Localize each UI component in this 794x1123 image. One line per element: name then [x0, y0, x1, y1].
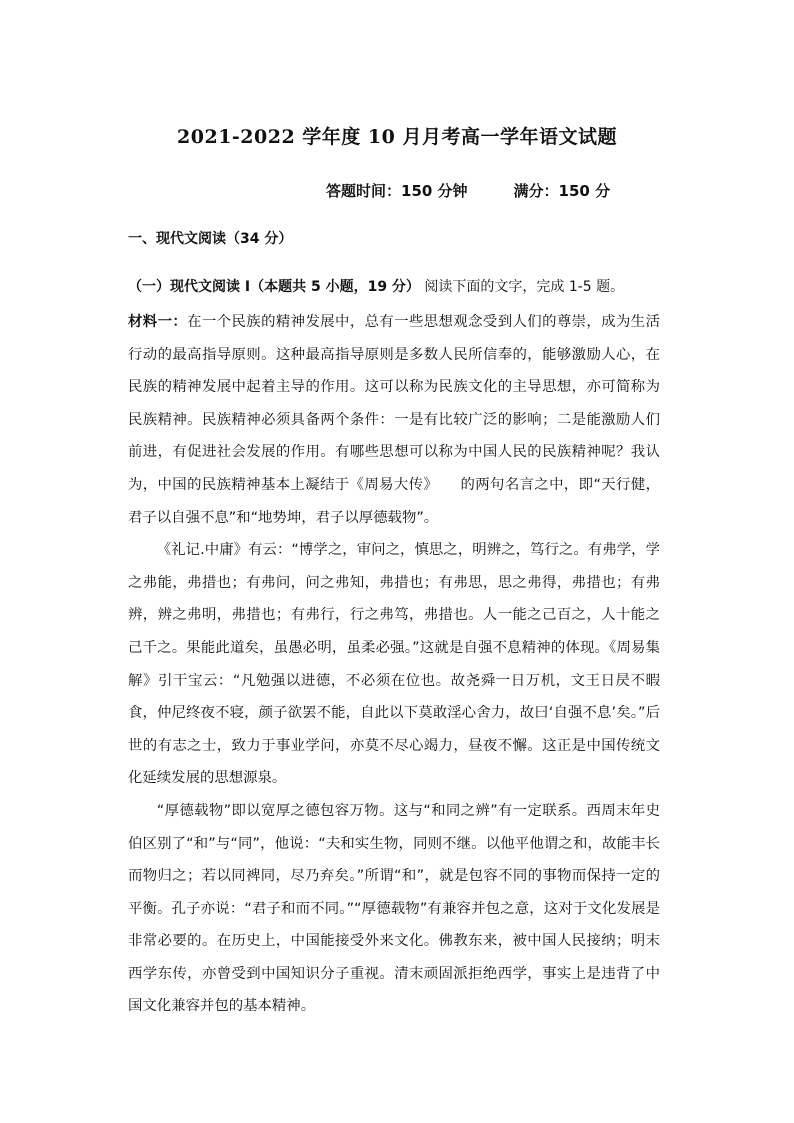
paragraph-2: 《礼记.中庸》有云：“博学之，审问之，慎思之，明辨之，笃行之。有弗学，学之弗能，弗措也；有弗问，问之弗知，弗措也；有弗思，思之弗得，弗措也；有弗辨，辨之弗明，弗措也；有弗行，行之弗笃，弗措也。人一能之己百之，人十能之己千之。果能此道矣，虽愚必明，虽柔必强。”这就是自强不息精神的体现。《周易集解》引干宝云：“凡勉强以进德，不必须在位也。故尧舜一日万机，文王日昃不暇食，仲尼终夜不寝，颜子欲罢不能，自此以下莫敢淫心舍力，故曰‘自强不息’矣。”后世的有志之士，致力于事业学问，亦莫不尽心竭力，昼夜不懈。这正是中国传统文化延续发展的思想源泉。 — [128, 542, 660, 787]
reading-passage — [128, 306, 660, 1023]
material-label: 材料一： — [128, 314, 188, 330]
exam-meta — [326, 180, 610, 201]
exam-title: 2021-2022 学年度 10 月月考高一学年语文试题 — [177, 126, 617, 148]
sub-heading-instruction: 阅读下面的文字，完成 1-5 题。 — [424, 279, 625, 295]
sub-heading — [128, 276, 624, 296]
exam-score: 满分：150 分 — [513, 182, 611, 200]
paragraph-3: “厚德载物”即以宽厚之德包容万物。这与“和同之辨”有一定联系。西周末年史伯区别了“和”与“同”，他说：“夫和实生物，同则不继。以他平他谓之和，故能丰长而物归之；若以同裨同，尽乃弃矣。”所谓“和”，就是包容不同的事物而保持一定的平衡。孔子亦说：“君子和而不同。”“厚德载物”有兼容并包之意，这对于文化发展是非常必要的。在历史上，中国能接受外来文化。佛教东来，被中国人民接纳；明末西学东传，亦曾受到中国知识分子重视。清末顽固派拒绝西学，事实上是违背了中国文化兼容并包的基本精神。 — [128, 802, 660, 1015]
paragraph-1-text: 在一个民族的精神发展中，总有一些思想观念受到人们的尊崇，成为生活行动的最高指导原则。这种最高指导原则是多数人民所信奉的，能够激励人心，在民族的精神发展中起着主导的作用。这可以称为民族文化的主导思想，亦可简称为民族精神。民族精神必须具备两个条件：一是有比较广泛的影响；二是能激励人们前进，有促进社会发展的作用。有哪些思想可以称为中国人民的民族精神呢？我认为，中国的民族精神基本上凝结于《周易大传》 的两句名言之中，即“天行健，君子以自强不息”和“地势坤，君子以厚德载物”。 — [128, 314, 660, 526]
exam-time: 答题时间：150 分钟 — [326, 182, 468, 200]
paragraph-1 — [128, 306, 660, 534]
sub-heading-bold: （一）现代文阅读 I（本题共 5 小题，19 分） — [128, 279, 420, 295]
section-heading: 一、现代文阅读（34 分） — [128, 231, 293, 247]
